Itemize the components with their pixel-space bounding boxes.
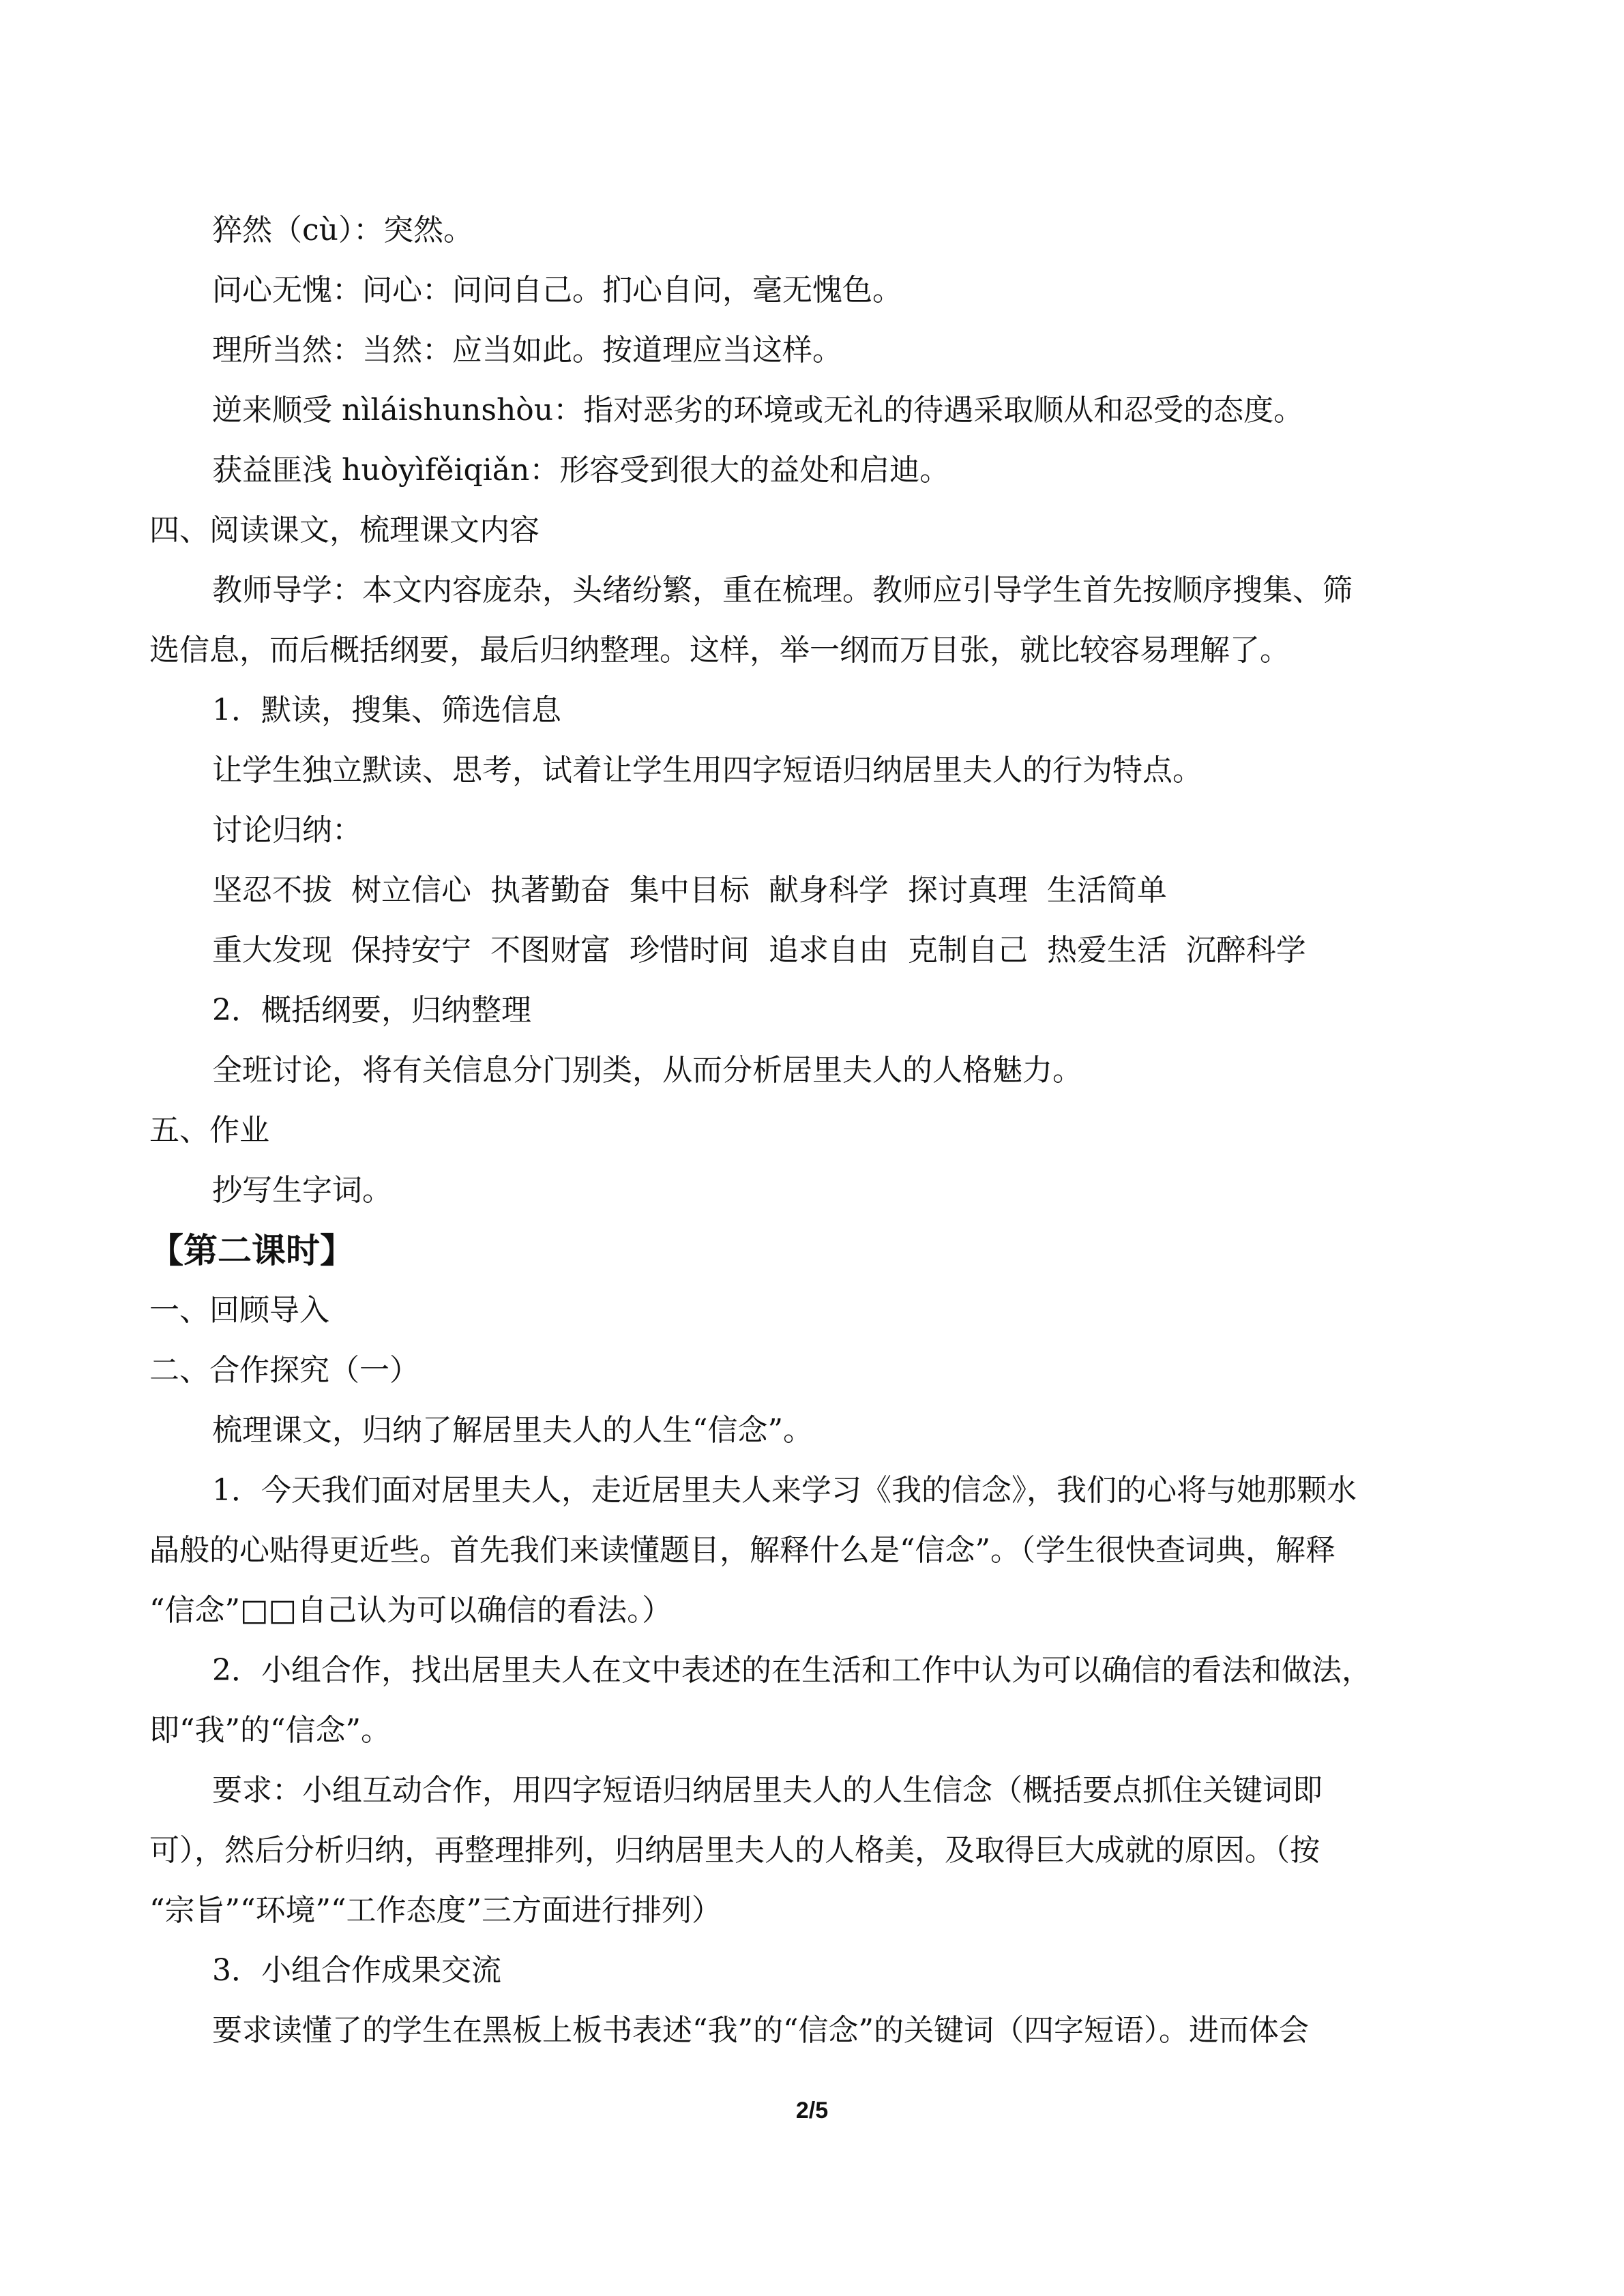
- text-line: 1．今天我们面对居里夫人，走近居里夫人来学习《我的信念》，我们的心将与她那颗水: [212, 1473, 1357, 1508]
- text-line: 全班讨论，将有关信息分门别类，从而分析居里夫人的人格魅力。: [212, 1053, 1082, 1088]
- section-heading: 一、回顾导入: [149, 1293, 329, 1328]
- text-line: 问心无愧：问心：问问自己。扪心自问，毫无愧色。: [212, 273, 902, 308]
- sub-heading: 1．默读，搜集、筛选信息: [212, 693, 561, 728]
- phrase-list: 坚忍不拔 树立信心 执著勤奋 集中目标 献身科学 探讨真理 生活简单: [212, 873, 1167, 908]
- section-heading: 二、合作探究（一）: [149, 1353, 419, 1388]
- text-line: 梳理课文，归纳了解居里夫人的人生“信念”。: [212, 1413, 813, 1448]
- text-line: 2．小组合作，找出居里夫人在文中表述的在生活和工作中认为可以确信的看法和做法，: [212, 1653, 1372, 1688]
- text-line: 要求：小组互动合作，用四字短语归纳居里夫人的人生信念（概括要点抓住关键词即: [212, 1773, 1323, 1808]
- text-line: 即“我”的“信念”。: [149, 1713, 391, 1748]
- phrase-list: 重大发现 保持安宁 不图财富 珍惜时间 追求自由 克制自己 热爱生活 沉醉科学: [212, 933, 1306, 968]
- text-line: 逆来顺受 nìláishunshòu：指对恶劣的环境或无礼的待遇采取顺从和忍受的态度。: [212, 393, 1304, 428]
- sub-heading: 3．小组合作成果交流: [212, 1953, 501, 1988]
- text-line: 抄写生字词。: [212, 1173, 392, 1208]
- sub-heading: 2．概括纲要，归纳整理: [212, 993, 531, 1028]
- text-line: 讨论归纳：: [212, 813, 362, 848]
- section-heading: 四、阅读课文，梳理课文内容: [149, 513, 540, 548]
- text-line: 可），然后分析归纳，再整理排列，归纳居里夫人的人格美，及取得巨大成就的原因。（按: [149, 1833, 1320, 1868]
- text-line: 选信息，而后概括纲要，最后归纳整理。这样，举一纲而万目张，就比较容易理解了。: [149, 633, 1290, 668]
- section-heading: 五、作业: [149, 1113, 269, 1148]
- page-number: 2/5: [795, 2098, 829, 2123]
- lesson-heading: 【第二课时】: [149, 1231, 354, 1270]
- text-line: 让学生独立默读、思考，试着让学生用四字短语归纳居里夫人的行为特点。: [212, 753, 1202, 788]
- text-line: “信念”□□自己认为可以确信的看法。）: [149, 1593, 673, 1628]
- text-line: 教师导学：本文内容庞杂，头绪纷繁，重在梳理。教师应引导学生首先按顺序搜集、筛: [212, 573, 1353, 608]
- text-line: 晶般的心贴得更近些。首先我们来读懂题目，解释什么是“信念”。（学生很快查词典，解释: [149, 1533, 1335, 1568]
- text-line: 获益匪浅 huòyìfěiqiǎn：形容受到很大的益处和启迪。: [212, 453, 950, 488]
- text-line: 理所当然：当然：应当如此。按道理应当这样。: [212, 333, 842, 368]
- text-line: 要求读懂了的学生在黑板上板书表述“我”的“信念”的关键词（四字短语）。进而体会: [212, 2013, 1309, 2048]
- document-body: [149, 200, 1476, 2061]
- text-line: 猝然（cù）：突然。: [212, 213, 473, 248]
- text-line: “宗旨”“环境”“工作态度”三方面进行排列）: [149, 1893, 722, 1928]
